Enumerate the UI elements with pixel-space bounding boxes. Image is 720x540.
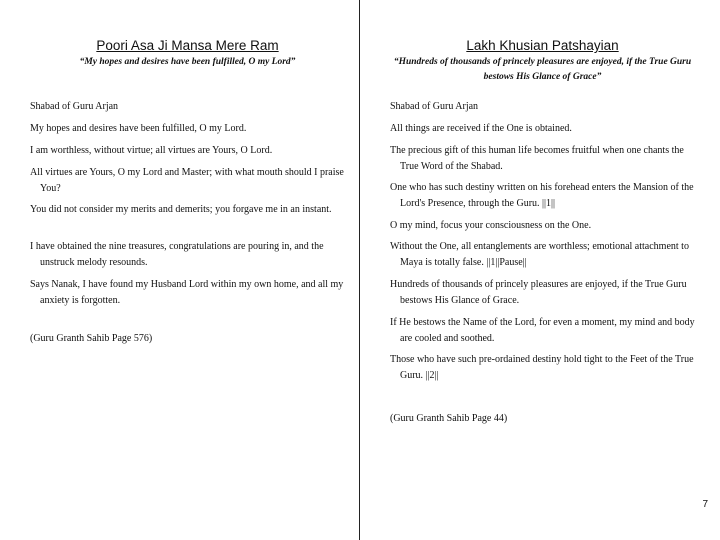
left-paragraph: You did not consider my merits and demerits; you forgave me in an instant.: [30, 204, 332, 215]
right-paragraph: Hundreds of thousands of princely pleasures are enjoyed, if the True Guru bestows His Glance of Grace.: [390, 279, 687, 306]
left-paragraph: I am worthless, without virtue; all virtues are Yours, O Lord.: [30, 145, 273, 156]
right-paragraph: If He bestows the Name of the Lord, for even a moment, my mind and body are cooled and soothed.: [390, 317, 695, 344]
right-paragraph: O my mind, focus your consciousness on the One.: [390, 220, 592, 231]
right-paragraph: The precious gift of this human life becomes fruitful when one chants the True Word of the Shabad.: [390, 145, 684, 172]
page-number: 7: [702, 499, 708, 510]
right-paragraph: Those who have such pre-ordained destiny hold tight to the Feet of the True Guru. ||2||: [390, 354, 694, 381]
left-paragraph: Says Nanak, I have found my Husband Lord within my own home, and all my anxiety is forgotten.: [30, 279, 344, 306]
left-paragraph: My hopes and desires have been fulfilled, O my Lord.: [30, 123, 247, 134]
left-title: Poori Asa Ji Mansa Mere Ram: [96, 38, 279, 53]
right-paragraph: All things are received if the One is obtained.: [390, 123, 572, 134]
left-subtitle: “My hopes and desires have been fulfilled, O my Lord”: [79, 57, 296, 67]
left-paragraph: I have obtained the nine treasures, congratulations are pouring in, and the unstruck melody resounds.: [30, 241, 324, 268]
right-paragraph: Shabad of Guru Arjan: [390, 101, 479, 112]
left-citation: (Guru Granth Sahib Page 576): [30, 333, 153, 344]
right-title: Lakh Khusian Patshayian: [466, 38, 619, 53]
right-citation: (Guru Granth Sahib Page 44): [390, 413, 508, 424]
left-paragraph: Shabad of Guru Arjan: [30, 101, 119, 112]
right-subtitle: “Hundreds of thousands of princely pleasures are enjoyed, if the True Guru bestows His Glance of Grace”: [393, 57, 692, 82]
right-paragraph: Without the One, all entanglements are worthless; emotional attachment to Maya is totally false. ||1||Pause||: [390, 241, 689, 268]
right-paragraph: One who has such destiny written on his forehead enters the Mansion of the Lord's Presence, through the Guru. ||1||: [390, 182, 694, 209]
left-paragraph: All virtues are Yours, O my Lord and Master; with what mouth should I praise You?: [30, 167, 344, 194]
page-divider: [359, 0, 360, 540]
